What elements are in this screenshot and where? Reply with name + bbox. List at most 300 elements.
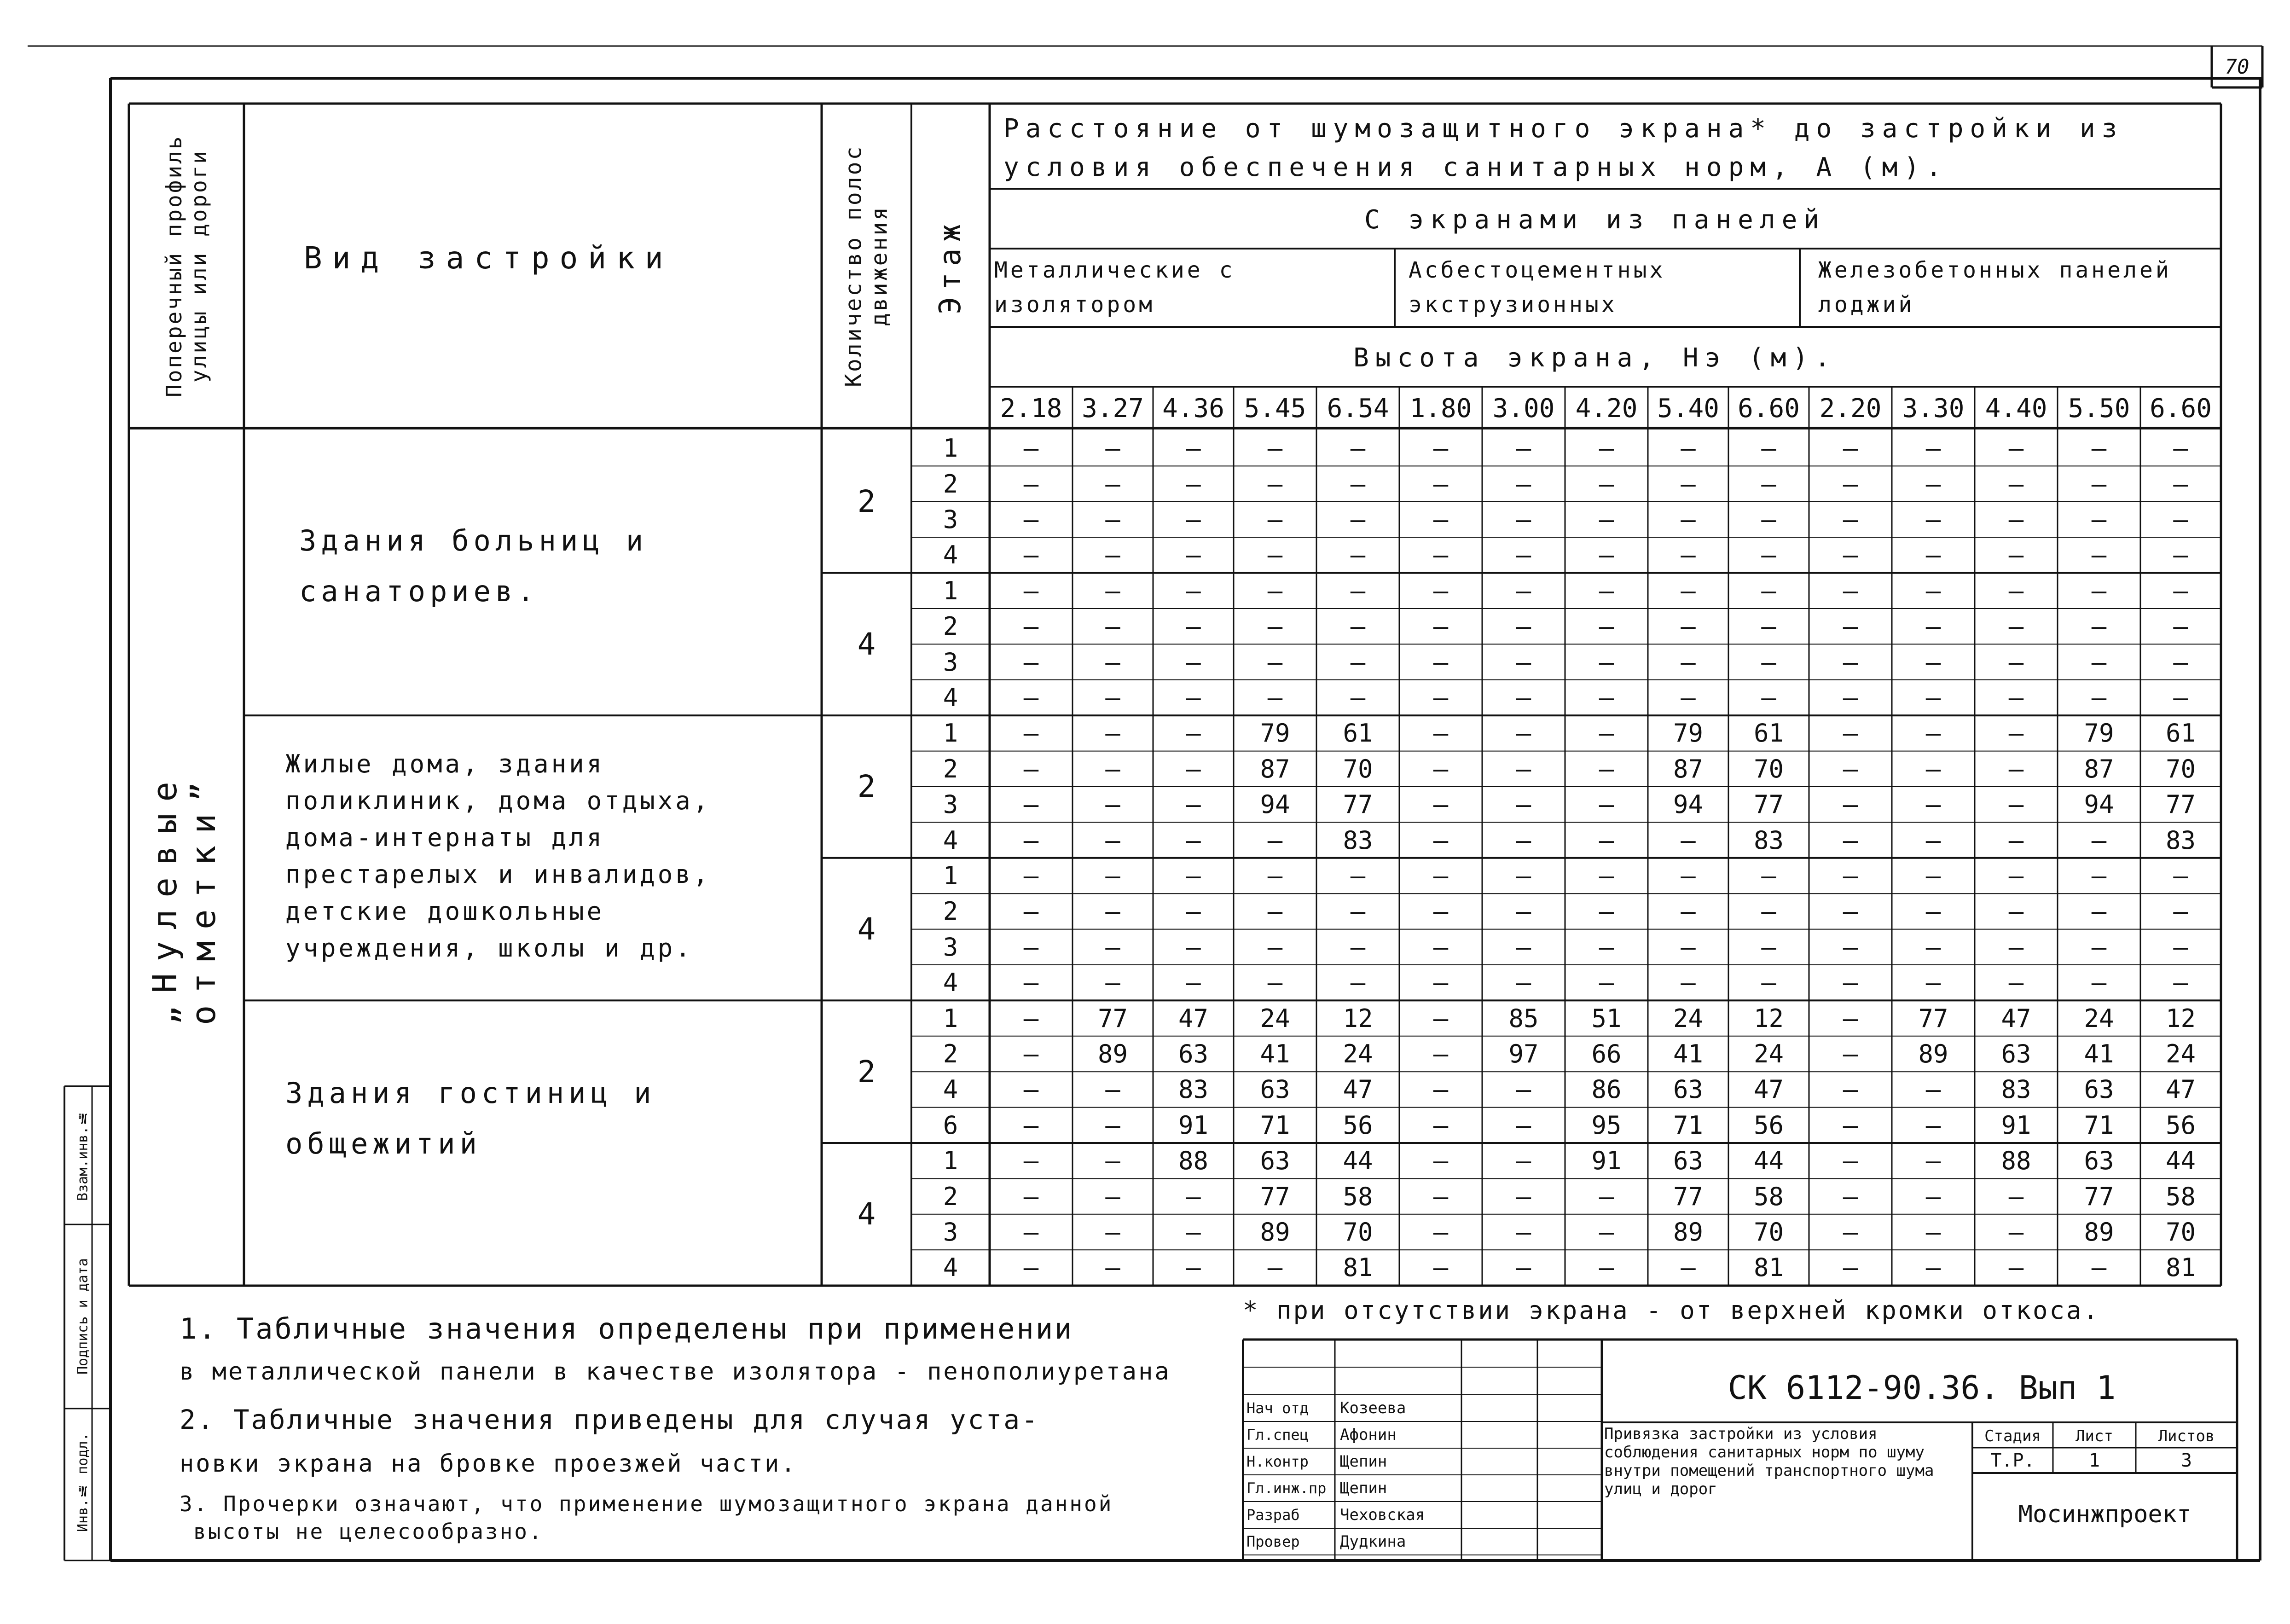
table-cell: — [1516, 754, 1531, 783]
lanes-value: 4 [857, 911, 876, 947]
table-cell: 24 [2165, 1039, 2196, 1068]
table-cell: 77 [2165, 790, 2196, 819]
table-cell: — [1186, 576, 1201, 605]
table-cell: — [1599, 1182, 1614, 1211]
table-cell: — [1023, 932, 1039, 962]
table-cell: 63 [1260, 1146, 1290, 1176]
table-cell: — [1761, 434, 1776, 463]
sheets-label: Листов [2158, 1427, 2215, 1445]
table-cell: — [1350, 469, 1366, 499]
table-cell: 58 [2165, 1182, 2196, 1211]
table-cell: — [1023, 968, 1039, 998]
table-cell: — [1186, 790, 1201, 819]
table-cell: 71 [2084, 1110, 2114, 1140]
table-cell: — [1843, 861, 1858, 890]
table-cell: — [1761, 612, 1776, 641]
table-cell: — [2173, 683, 2188, 712]
table-cell: 77 [1343, 790, 1373, 819]
table-cell: — [2091, 647, 2107, 677]
table-cell: — [2173, 861, 2188, 890]
floor-value: 4 [943, 683, 958, 712]
table-cell: — [1350, 647, 1366, 677]
table-cell: — [2008, 825, 2024, 855]
height-label: 2.18 [1000, 394, 1062, 423]
table-cell: — [1105, 719, 1120, 748]
sidebar-replace-label: Взам.инв.№ [75, 1110, 91, 1201]
table-cell: 58 [1343, 1182, 1373, 1211]
height-label: 3.30 [1902, 394, 1965, 423]
table-cell: — [1599, 897, 1614, 926]
table-cell: 83 [1753, 825, 1784, 855]
floor-value: 2 [943, 1182, 958, 1211]
table-cell: — [1186, 861, 1201, 890]
table-cell: — [1843, 612, 1858, 641]
table-cell: 41 [1673, 1039, 1704, 1068]
table-cell: — [1599, 1217, 1614, 1247]
table-cell: — [1843, 932, 1858, 962]
table-cell: — [2173, 434, 2188, 463]
lanes-value: 2 [857, 1054, 876, 1090]
table-cell: — [1925, 719, 1941, 748]
table-cell: — [1599, 434, 1614, 463]
table-cell: — [1843, 1003, 1858, 1033]
table-cell: — [1186, 932, 1201, 962]
table-cell: — [1105, 683, 1120, 712]
profile-header: Поперечный профиль улицы или дороги [162, 134, 211, 397]
table-cell: — [1105, 968, 1120, 998]
table-cell: — [1681, 861, 1696, 890]
table-cell: 12 [1753, 1003, 1784, 1033]
table-cell: — [1105, 540, 1120, 570]
table-cell: — [1023, 1182, 1039, 1211]
table-cell: 12 [1343, 1003, 1373, 1033]
table-cell: — [1105, 861, 1120, 890]
stamp-role: Н.контр [1246, 1453, 1309, 1470]
stamp-role: Нач отд [1246, 1399, 1309, 1417]
table-cell: 44 [2165, 1146, 2196, 1176]
table-cell: — [1186, 1217, 1201, 1247]
table-cell: — [1516, 576, 1531, 605]
floor-value: 1 [943, 434, 958, 463]
table-cell: 51 [1591, 1003, 1622, 1033]
height-label: 5.50 [2068, 394, 2130, 423]
table-cell: — [1761, 861, 1776, 890]
table-cell: 83 [1178, 1075, 1209, 1104]
table-cell: — [1843, 897, 1858, 926]
table-cell: — [1925, 683, 1941, 712]
table-cell: — [1925, 540, 1941, 570]
table-cell: — [1761, 683, 1776, 712]
table-cell: — [1516, 968, 1531, 998]
table-cell: — [1761, 540, 1776, 570]
lanes-value: 2 [857, 484, 876, 520]
table-cell: — [1186, 612, 1201, 641]
table-cell: — [1599, 790, 1614, 819]
table-cell: — [1925, 861, 1941, 890]
table-cell: — [1350, 683, 1366, 712]
table-cell: — [1516, 683, 1531, 712]
table-cell: — [1350, 968, 1366, 998]
table-cell: — [2008, 790, 2024, 819]
table-cell: — [1516, 540, 1531, 570]
table-cell: — [1433, 469, 1449, 499]
table-cell: 88 [1178, 1146, 1209, 1176]
table-cell: — [2091, 861, 2107, 890]
table-cell: — [1023, 1146, 1039, 1176]
table-cell: 87 [1673, 754, 1704, 783]
table-cell: — [1843, 1110, 1858, 1140]
stamp-name: Дудкина [1340, 1532, 1406, 1551]
table-cell: 87 [2084, 754, 2114, 783]
table-cell: — [1350, 612, 1366, 641]
table-cell: — [1267, 505, 1283, 534]
table-cell: — [1761, 576, 1776, 605]
height-label: 6.60 [1738, 394, 1800, 423]
sheet-label: Лист [2075, 1427, 2113, 1445]
table-cell: — [1433, 434, 1449, 463]
note-1b: в металлической панели в качестве изолятора - пенополиуретана [180, 1358, 1171, 1386]
table-cell: — [1186, 1253, 1201, 1282]
height-label: 6.54 [1327, 394, 1389, 423]
table-cell: — [1925, 1217, 1941, 1247]
table-cell: — [1105, 434, 1120, 463]
table-cell: — [1105, 1182, 1120, 1211]
stage-label: Стадия [1984, 1427, 2041, 1445]
table-cell: 24 [1343, 1039, 1373, 1068]
table-cell: — [1267, 612, 1283, 641]
table-cell: — [1843, 1182, 1858, 1211]
table-cell: — [1433, 1075, 1449, 1104]
floor-value: 1 [943, 719, 958, 748]
note-2a: 2. Табличные значения приведены для случая уста- [180, 1404, 1040, 1435]
table-cell: — [1350, 932, 1366, 962]
table-cell: — [2008, 505, 2024, 534]
table-cell: 79 [1673, 719, 1704, 748]
table-cell: — [1105, 932, 1120, 962]
table-cell: — [1516, 897, 1531, 926]
table-cell: 41 [1260, 1039, 1290, 1068]
table-cell: — [1843, 683, 1858, 712]
height-header: Высота экрана, Нэ (м). [1353, 343, 1837, 373]
table-cell: — [1599, 968, 1614, 998]
table-cell: 77 [1260, 1182, 1290, 1211]
table-cell: — [1681, 647, 1696, 677]
stamp-role: Провер [1246, 1533, 1300, 1550]
table-cell: — [2008, 1182, 2024, 1211]
table-cell: 70 [1343, 1217, 1373, 1247]
floor-value: 4 [943, 1075, 958, 1104]
table-cell: — [2008, 1253, 2024, 1282]
table-cell: — [1925, 1110, 1941, 1140]
table-cell: — [2173, 612, 2188, 641]
floor-value: 2 [943, 469, 958, 499]
table-cell: 79 [2084, 719, 2114, 748]
table-cell: — [1023, 1003, 1039, 1033]
table-cell: 83 [2165, 825, 2196, 855]
lanes-header: Количество полос движения [841, 145, 893, 387]
floor-value: 1 [943, 1003, 958, 1033]
table-cell: — [1681, 505, 1696, 534]
table-cell: — [1433, 612, 1449, 641]
table-cell: — [1925, 469, 1941, 499]
table-cell: — [2091, 932, 2107, 962]
table-cell: — [1433, 1039, 1449, 1068]
table-cell: 47 [1753, 1075, 1784, 1104]
table-cell: — [1186, 505, 1201, 534]
table-cell: 77 [1097, 1003, 1128, 1033]
table-cell: — [1267, 540, 1283, 570]
table-cell: — [1023, 1075, 1039, 1104]
table-cell: — [1023, 719, 1039, 748]
lanes-value: 2 [857, 769, 876, 805]
height-label: 3.27 [1082, 394, 1144, 423]
table-cell: — [2173, 932, 2188, 962]
table-cell: — [1599, 1253, 1614, 1282]
table-cell: 89 [2084, 1217, 2114, 1247]
table-cell: — [1599, 683, 1614, 712]
table-cell: 61 [2165, 719, 2196, 748]
table-cell: — [1599, 576, 1614, 605]
table-cell: 94 [1260, 790, 1290, 819]
table-cell: 81 [1753, 1253, 1784, 1282]
table-cell: — [1023, 754, 1039, 783]
table-cell: — [1350, 505, 1366, 534]
table-cell: — [1599, 825, 1614, 855]
table-cell: — [1925, 754, 1941, 783]
table-cell: 95 [1591, 1110, 1622, 1140]
table-cell: — [1105, 1110, 1120, 1140]
table-cell: — [1925, 1253, 1941, 1282]
table-cell: 47 [2165, 1075, 2196, 1104]
table-cell: — [1186, 897, 1201, 926]
table-cell: — [1681, 540, 1696, 570]
table-cell: — [2091, 576, 2107, 605]
table-cell: — [1925, 932, 1941, 962]
sheets-value: 3 [2180, 1450, 2192, 1471]
height-label: 2.20 [1819, 394, 1882, 423]
table-cell: 63 [2001, 1039, 2031, 1068]
table-cell: — [1681, 825, 1696, 855]
height-label: 5.45 [1244, 394, 1306, 423]
table-cell: — [1843, 719, 1858, 748]
sheet-value: 1 [2088, 1450, 2100, 1471]
table-cell: — [1516, 434, 1531, 463]
table-cell: — [1023, 434, 1039, 463]
table-cell: — [1023, 790, 1039, 819]
distance-title: Расстояние от шумозащитного экрана* до застройки из условия обеспечения санитарных норм, А (м). [1003, 114, 2124, 182]
floor-value: 1 [943, 576, 958, 605]
stamp-name: Щепин [1340, 1479, 1387, 1497]
height-label: 4.36 [1162, 394, 1224, 423]
table-cell: 63 [2084, 1146, 2114, 1176]
table-cell: — [1350, 861, 1366, 890]
table-cell: 77 [1673, 1182, 1704, 1211]
table-cell: — [1761, 647, 1776, 677]
table-cell: — [1599, 861, 1614, 890]
table-cell: — [1516, 647, 1531, 677]
table-cell: 70 [1343, 754, 1373, 783]
stage-value: Т.Р. [1990, 1450, 2035, 1471]
table-cell: — [1023, 647, 1039, 677]
table-cell: — [1516, 1182, 1531, 1211]
table-cell: — [1186, 825, 1201, 855]
table-cell: 91 [1591, 1146, 1622, 1176]
table-cell: — [1925, 968, 1941, 998]
table-cell: — [1681, 576, 1696, 605]
table-cell: — [1433, 897, 1449, 926]
floor-value: 4 [943, 1253, 958, 1282]
table-cell: — [1681, 1253, 1696, 1282]
table-cell: — [1843, 469, 1858, 499]
table-cell: — [1433, 1110, 1449, 1140]
table-cell: — [1925, 612, 1941, 641]
table-cell: — [1186, 1182, 1201, 1211]
table-cell: 56 [2165, 1110, 2196, 1140]
table-cell: — [1599, 540, 1614, 570]
table-cell: 24 [1673, 1003, 1704, 1033]
table-cell: — [1105, 754, 1120, 783]
table-cell: — [1023, 505, 1039, 534]
table-cell: — [2173, 540, 2188, 570]
group-metal-label: Металлические с изолятором [994, 257, 1235, 318]
table-cell: — [1023, 1217, 1039, 1247]
table-cell: 66 [1591, 1039, 1622, 1068]
stamp-name: Козеева [1340, 1399, 1406, 1417]
table-cell: — [1105, 825, 1120, 855]
height-label: 3.00 [1492, 394, 1555, 423]
table-cell: 89 [1673, 1217, 1704, 1247]
table-cell: — [1023, 825, 1039, 855]
table-cell: — [1516, 1146, 1531, 1176]
note-1a: 1. Табличные значения определены при применении [180, 1312, 1074, 1346]
with-screens-header: С экранами из панелей [1364, 205, 1826, 235]
table-cell: — [1433, 1003, 1449, 1033]
zero-marks-label: „Нулевые отметки” [145, 770, 223, 1026]
table-cell: — [1599, 469, 1614, 499]
table-cell: — [1925, 647, 1941, 677]
table-cell: — [2008, 540, 2024, 570]
table-cell: — [1267, 647, 1283, 677]
table-cell: 86 [1591, 1075, 1622, 1104]
table-cell: — [2008, 968, 2024, 998]
table-cell: — [1516, 790, 1531, 819]
table-cell: — [1186, 647, 1201, 677]
table-cell: 63 [1260, 1075, 1290, 1104]
table-cell: — [1681, 683, 1696, 712]
table-cell: — [2008, 861, 2024, 890]
table-cell: — [1023, 1110, 1039, 1140]
table-cell: — [1516, 469, 1531, 499]
table-cell: 47 [1343, 1075, 1373, 1104]
table-cell: — [1599, 754, 1614, 783]
table-cell: — [1843, 968, 1858, 998]
note-3b: высоты не целесообразно. [193, 1519, 544, 1544]
table-cell: 61 [1753, 719, 1784, 748]
table-cell: 63 [1673, 1075, 1704, 1104]
floor-header: Этаж [933, 217, 968, 314]
table-cell: 70 [2165, 1217, 2196, 1247]
table-cell: 63 [1673, 1146, 1704, 1176]
table-cell: — [1681, 434, 1696, 463]
table-cell: 89 [1260, 1217, 1290, 1247]
table-cell: — [2091, 505, 2107, 534]
table-cell: — [1105, 1075, 1120, 1104]
table-cell: — [1023, 1039, 1039, 1068]
stamp-name: Афонин [1340, 1426, 1397, 1444]
table-cell: — [1761, 505, 1776, 534]
table-cell: — [1186, 754, 1201, 783]
table-cell: 77 [2084, 1182, 2114, 1211]
table-cell: 70 [2165, 754, 2196, 783]
table-cell: 70 [1753, 1217, 1784, 1247]
table-cell: — [2173, 897, 2188, 926]
table-cell: — [2008, 647, 2024, 677]
building-type-hotels: Здания гостиниц и общежитий [285, 1076, 656, 1160]
table-cell: — [1186, 469, 1201, 499]
floor-value: 1 [943, 1146, 958, 1176]
page-number: 70 [2225, 55, 2249, 79]
table-cell: — [1925, 1182, 1941, 1211]
table-cell: — [1105, 897, 1120, 926]
table-cell: — [1843, 1039, 1858, 1068]
stamp-name: Чеховская [1340, 1506, 1425, 1524]
table-cell: 56 [1753, 1110, 1784, 1140]
table-cell: — [1267, 932, 1283, 962]
table-cell: — [1843, 1075, 1858, 1104]
table-cell: — [1105, 469, 1120, 499]
table-cell: 94 [2084, 790, 2114, 819]
table-cell: — [1023, 540, 1039, 570]
table-cell: — [1925, 897, 1941, 926]
table-cell: — [1433, 1217, 1449, 1247]
table-cell: — [1925, 1075, 1941, 1104]
table-cell: — [1186, 683, 1201, 712]
table-cell: — [2008, 576, 2024, 605]
table-cell: 24 [1753, 1039, 1784, 1068]
table-cell: — [1433, 505, 1449, 534]
table-cell: — [2173, 647, 2188, 677]
table-cell: 77 [1753, 790, 1784, 819]
floor-value: 3 [943, 505, 958, 534]
table-cell: — [1843, 647, 1858, 677]
table-cell: — [2091, 683, 2107, 712]
table-cell: 83 [2001, 1075, 2031, 1104]
stamp-role: Гл.инж.пр [1246, 1479, 1327, 1497]
table-cell: 71 [1673, 1110, 1704, 1140]
table-cell: — [2091, 825, 2107, 855]
table-cell: — [1516, 1075, 1531, 1104]
table-cell: 94 [1673, 790, 1704, 819]
floor-value: 3 [943, 1217, 958, 1247]
table-cell: — [1433, 968, 1449, 998]
table-cell: — [1433, 932, 1449, 962]
floor-value: 4 [943, 825, 958, 855]
sidebar-inv-label: Инв.№ подл. [75, 1433, 91, 1532]
table-cell: — [1681, 469, 1696, 499]
table-cell: 12 [2165, 1003, 2196, 1033]
table-cell: — [1843, 754, 1858, 783]
table-cell: — [2008, 719, 2024, 748]
table-cell: 88 [2001, 1146, 2031, 1176]
table-cell: 44 [1753, 1146, 1784, 1176]
table-cell: 63 [1178, 1039, 1209, 1068]
table-cell: — [1433, 861, 1449, 890]
table-cell: — [1516, 505, 1531, 534]
table-cell: — [1516, 1110, 1531, 1140]
stamp-role: Гл.спец [1246, 1426, 1309, 1444]
table-cell: — [1433, 1253, 1449, 1282]
table-cell: — [1599, 932, 1614, 962]
